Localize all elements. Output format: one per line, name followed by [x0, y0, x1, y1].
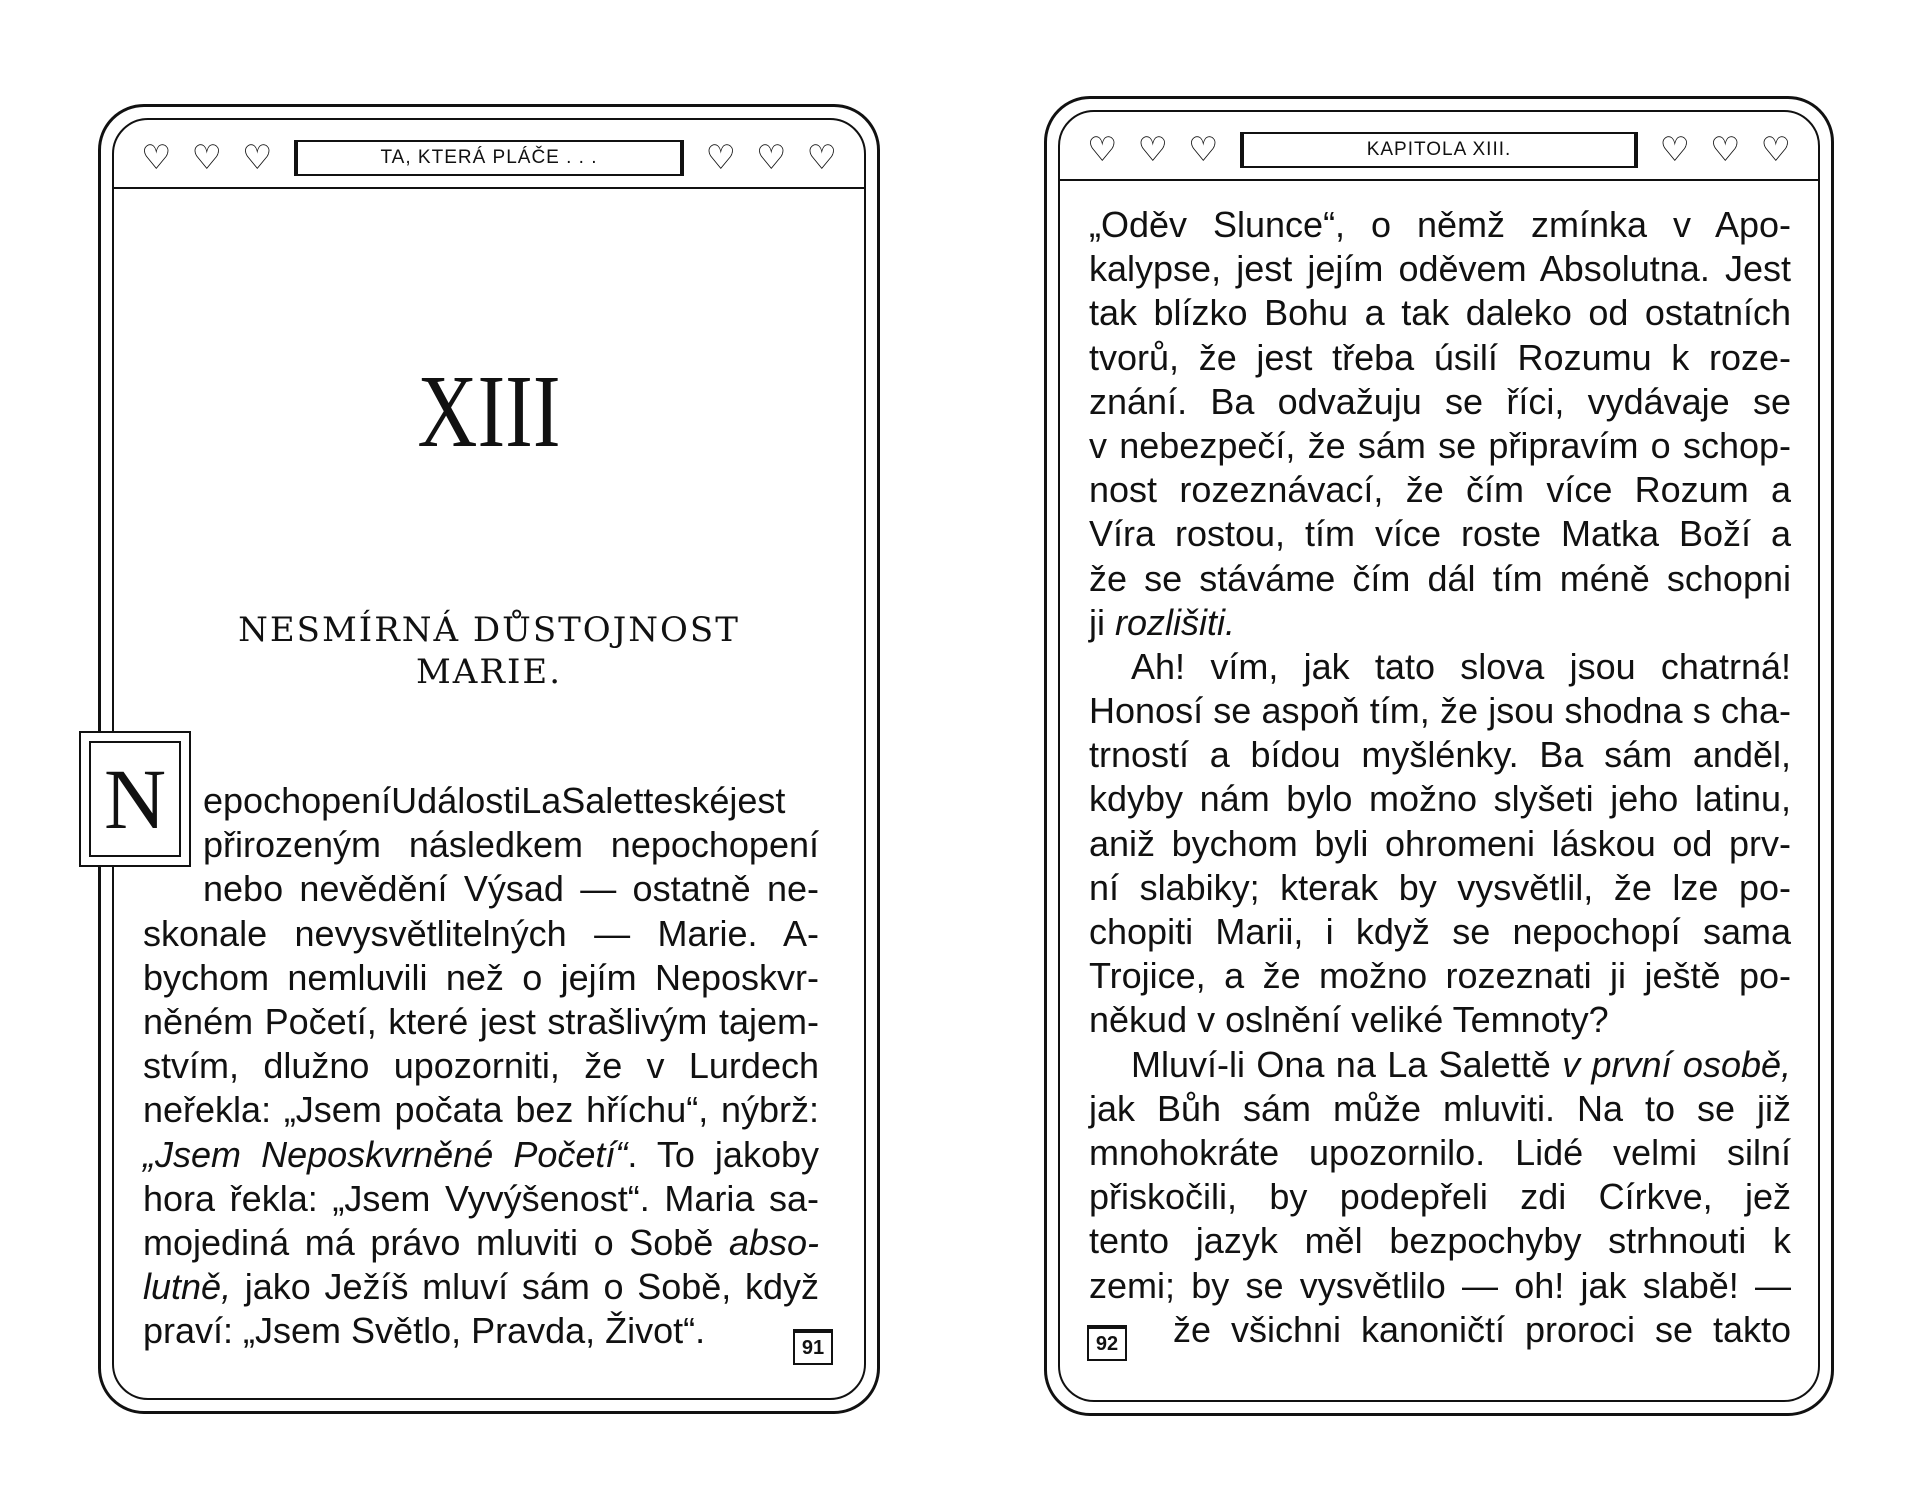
- text-line: epochopeníUdálostiLaSaletteskéjest: [203, 780, 786, 821]
- italic-emphasis: lutně,: [143, 1266, 232, 1308]
- right-header-hearts-left: [1087, 130, 1219, 170]
- text-line: kalypse, jest jejím oděvem Absolutna. Jest: [1089, 248, 1791, 290]
- text-line: Mluví-li Ona na La Salettě v první osobě,: [1131, 1043, 1792, 1085]
- running-head: KAPITOLA XIII.: [1240, 132, 1637, 168]
- chapter-title-line: MARIE.: [415, 652, 563, 692]
- text-line: kdyby nám bylo možno slyšeti jeho latinu,: [1089, 778, 1791, 820]
- text-line: že se stáváme čím dál tím méně schopni: [1089, 557, 1791, 599]
- text-line: někud v oslnění veliké Temnoty?: [1089, 999, 1609, 1041]
- italic-emphasis: v první osobě,: [1562, 1043, 1792, 1085]
- text-line: ji rozlišiti.: [1089, 601, 1236, 643]
- italic-emphasis: rozlišiti.: [1115, 601, 1236, 643]
- text-line: přirozeným následkem nepochopení: [203, 824, 819, 866]
- chapter-title: [141, 609, 837, 693]
- header-divider: [1058, 179, 1820, 181]
- text-line: bychom nemluvili než o jejím Neposkvr-: [143, 956, 819, 998]
- body-text: [1089, 203, 1791, 1352]
- text-line: stvím, dlužno upozorniti, že v Lurdech: [143, 1045, 819, 1087]
- text-line: nost rozeznávací, že čím více Rozum a: [1089, 469, 1791, 511]
- text-line: znání. Ba odvažuju se říci, vydávaje se: [1089, 380, 1791, 422]
- text-line: mnohokráte upozornilo. Lidé velmi silní: [1089, 1131, 1791, 1173]
- heart-icon: ♡: [756, 138, 787, 178]
- text-line: trností a bídou myšlénky. Ba sám anděl,: [1089, 734, 1791, 776]
- heart-icon: ♡: [1137, 130, 1168, 170]
- italic-emphasis: „Jsem Neposkvrněné Početí“: [143, 1133, 628, 1175]
- text-line: neřekla: „Jsem počata bez hříchu“, nýbrž:: [143, 1089, 819, 1131]
- body-text: [203, 779, 819, 912]
- left-page: [98, 104, 880, 1414]
- page-number: 92: [1087, 1325, 1127, 1361]
- chapter-title-line: NESMÍRNÁ DŮSTOJNOST: [238, 610, 740, 650]
- text-line: Ah! vím, jak tato slova jsou chatrná!: [1131, 645, 1791, 687]
- header-divider: [112, 187, 866, 189]
- text-line: tento jazyk měl bezpochyby strhnouti k: [1089, 1220, 1791, 1262]
- text-line: jak Bůh sám může mluviti. Na to se již: [1089, 1087, 1791, 1129]
- drop-cap-letter: N: [89, 741, 181, 857]
- text-line: tak blízko Bohu a tak daleko od ostatních: [1089, 292, 1791, 334]
- heart-icon: ♡: [141, 138, 172, 178]
- left-header-hearts-right: [705, 138, 837, 178]
- heart-icon: ♡: [1187, 130, 1219, 170]
- page-number: 91: [793, 1329, 833, 1365]
- running-head: TA, KTERÁ PLÁČE . . .: [294, 140, 683, 176]
- right-header-hearts-right: [1659, 130, 1791, 170]
- text-line: „Jsem Neposkvrněné Početí“. To jakoby: [143, 1133, 819, 1175]
- heart-icon: ♡: [806, 138, 837, 178]
- text-line: mojediná má právo mluviti o Sobě abso-: [143, 1221, 819, 1263]
- right-page-header: [1087, 125, 1791, 175]
- text-line: Víra rostou, tím více roste Matka Boží a: [1089, 513, 1791, 555]
- text-line: něném Početí, které jest strašlivým tajem-: [143, 1000, 819, 1042]
- drop-cap-frame: [79, 731, 191, 867]
- text-line: hora řekla: „Jsem Vyvýšenost“. Maria sa-: [143, 1177, 819, 1219]
- text-line: Honosí se aspoň tím, že jsou shodna s cha-: [1089, 690, 1791, 732]
- text-line: aniž bychom byli ohromeni láskou od prv-: [1089, 822, 1791, 864]
- heart-icon: ♡: [241, 138, 273, 178]
- text-line: „Oděv Slunce“, o němž zmínka v Apo-: [1089, 204, 1791, 245]
- italic-emphasis: abso-: [728, 1221, 819, 1263]
- right-page: [1044, 96, 1834, 1416]
- text-line: nebo nevědění Výsad — ostatně ne-: [203, 868, 819, 910]
- text-line: lutně, jako Ježíš mluví sám o Sobě, když: [143, 1266, 819, 1308]
- heart-icon: ♡: [1710, 130, 1741, 170]
- left-header-hearts-left: [141, 138, 273, 178]
- heart-icon: ♡: [1760, 130, 1791, 170]
- text-line: praví: „Jsem Světlo, Pravda, Život“.: [143, 1310, 706, 1352]
- text-line: Trojice, a že možno rozeznati ji ještě po-: [1089, 955, 1791, 997]
- heart-icon: ♡: [191, 138, 222, 178]
- left-page-header: [141, 133, 837, 183]
- text-line: že všichni kanoničtí proroci se takto: [1173, 1308, 1791, 1350]
- text-line: přiskočili, by podepřeli zdi Církve, jež: [1089, 1176, 1791, 1218]
- text-line: skonale nevysvětlitelných — Marie. A-: [143, 912, 819, 954]
- text-line: tvorů, že jest třeba úsilí Rozumu k roze-: [1089, 336, 1791, 378]
- chapter-number: XIII: [417, 354, 561, 469]
- body-text: [143, 912, 819, 1354]
- heart-icon: ♡: [1087, 130, 1118, 170]
- text-line: v nebezpečí, že sám se připravím o schop-: [1089, 424, 1791, 466]
- heart-icon: ♡: [705, 138, 737, 178]
- heart-icon: ♡: [1659, 130, 1691, 170]
- text-line: chopiti Marii, i když se nepochopí sama: [1089, 911, 1791, 952]
- text-line: zemi; by se vysvětlilo — oh! jak slabě! —: [1089, 1264, 1791, 1306]
- text-line: ní slabiky; kterak by vysvětlil, že lze po-: [1089, 866, 1791, 908]
